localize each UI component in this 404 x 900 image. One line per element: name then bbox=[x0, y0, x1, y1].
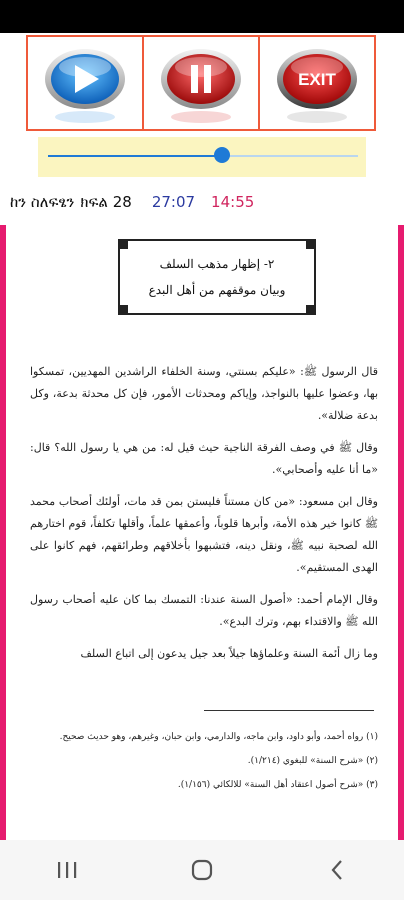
paragraph: وقال ابن مسعود: «من كان مستناً فليستن بمن قد مات، أولئك أصحاب محمد ﷺ كانوا خير هذه الأمة، وأبرها قلوباً، وأعمقها علماً، وأقلها تكلفاً، قوم اختارهم الله لصحبة نبيه ﷺ، ونقل دينه، فتشبهوا بأخلاقهم وطرائقهم، فهم كانوا على الهدى المستقيم». bbox=[30, 495, 378, 574]
chapter-prefix: ከን ስለፍፄን bbox=[10, 193, 75, 211]
document-page bbox=[6, 225, 398, 840]
pause-button[interactable] bbox=[142, 37, 258, 129]
recents-icon bbox=[56, 860, 78, 880]
section-title-box bbox=[118, 239, 316, 315]
footnote-separator bbox=[204, 710, 374, 711]
paragraph: وما زال أئمة السنة وعلماؤها جيلاً بعد جيل يدعون إلى اتباع السلف bbox=[80, 647, 378, 660]
home-icon bbox=[190, 858, 214, 882]
footnotes bbox=[30, 725, 378, 797]
paragraph: وقال ﷺ في وصف الفرقة الناجية حيث قيل له: من هي يا رسول الله؟ قال: «ما أنا عليه وأصحابي». bbox=[30, 441, 378, 476]
seek-thumb[interactable] bbox=[214, 147, 230, 163]
player-controls bbox=[26, 35, 376, 131]
play-icon bbox=[43, 47, 127, 125]
playback-info bbox=[10, 190, 254, 214]
system-nav-bar bbox=[0, 840, 404, 900]
seek-bar-fill bbox=[48, 155, 222, 157]
section-title-line2: وبيان موقفهم من أهل البدع bbox=[148, 283, 286, 297]
total-duration: 14:55 bbox=[211, 193, 255, 211]
elapsed-time: 27:07 bbox=[151, 193, 196, 211]
footnote: (٢) «شرح السنة» للبغوي (١/٢١٤). bbox=[247, 756, 378, 766]
recents-button[interactable] bbox=[37, 850, 97, 890]
section-title-line1: ٢- إظهار مذهب السلف bbox=[159, 257, 275, 271]
seek-bar[interactable] bbox=[48, 155, 358, 157]
home-button[interactable] bbox=[172, 850, 232, 890]
document-viewer[interactable] bbox=[0, 225, 404, 840]
paragraph: قال الرسول ﷺ: «عليكم بسنتي، وسنة الخلفاء الراشدين المهديين، تمسكوا بها، وعضوا عليها بالنواجذ، وإياكم ومحدثات الأمور، فإن كل محدثة بدعة، وكل بدعة ضلالة». bbox=[30, 365, 378, 422]
exit-button[interactable] bbox=[258, 37, 374, 129]
exit-label: EXIT bbox=[298, 70, 336, 89]
back-button[interactable] bbox=[307, 850, 367, 890]
play-button[interactable] bbox=[28, 37, 142, 129]
seek-panel bbox=[38, 137, 366, 177]
exit-icon bbox=[275, 47, 359, 125]
footnote: (١) رواه أحمد، وأبو داود، وابن ماجه، والدارمي، وابن حبان، وغيرهم، وهو حديث صحيح. bbox=[59, 732, 378, 742]
footnote: (٣) «شرح أصول اعتقاد أهل السنة» للالكائي (١/١٥٦). bbox=[177, 780, 378, 790]
chapter-label: ክፍል 28 bbox=[80, 193, 132, 211]
status-bar bbox=[0, 0, 404, 33]
paragraph: وقال الإمام أحمد: «أصول السنة عندنا: التمسك بما كان عليه أصحاب رسول الله ﷺ والاقتداء بهم، وترك البدع». bbox=[30, 593, 378, 628]
back-icon bbox=[329, 858, 345, 882]
document-body bbox=[30, 361, 378, 675]
pause-icon bbox=[159, 47, 243, 125]
